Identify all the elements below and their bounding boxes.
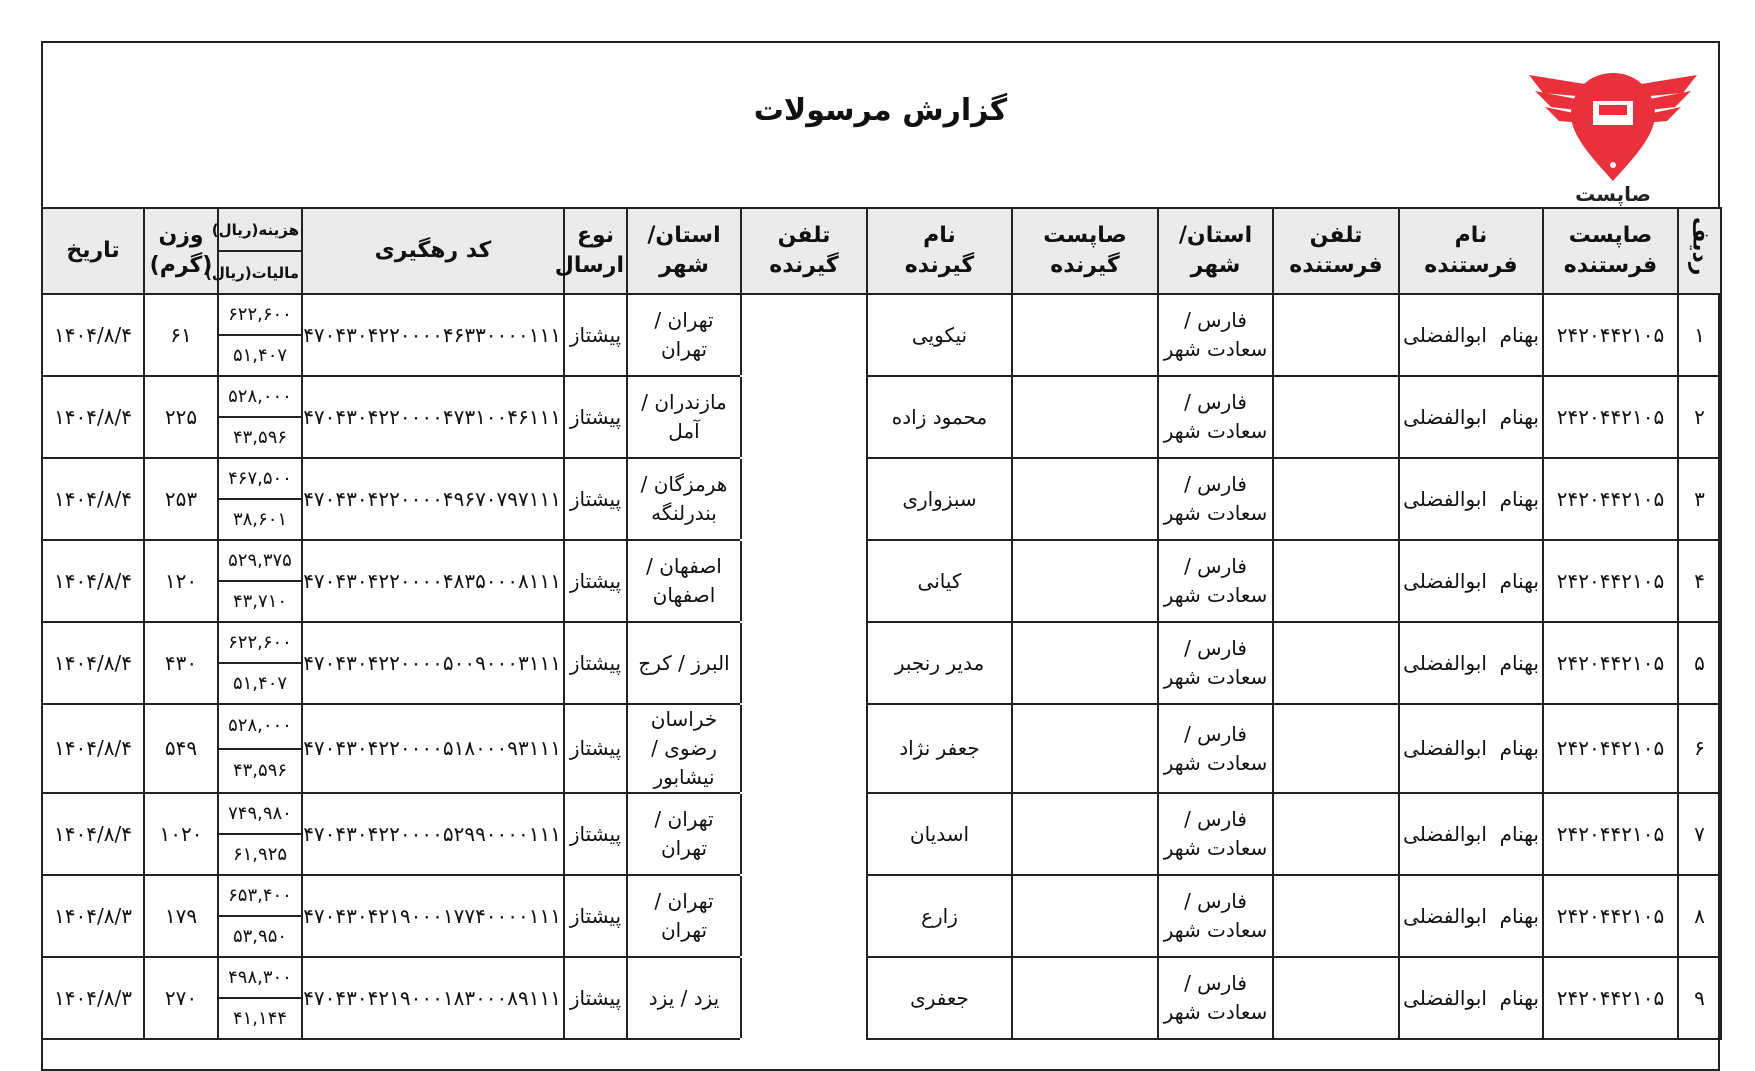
col-date: تاریخ: [42, 208, 144, 294]
col-cost: هزینه(ریال): [218, 208, 302, 251]
tracking-code-cell: ۴۷۰۴۳۰۴۲۲۰۰۰۰۴۶۳۳۰۰۰۰۱۱۱: [302, 294, 564, 376]
sender-last-name: ابوالفضلی: [1403, 821, 1487, 846]
receiver-code-cell: [1012, 704, 1158, 793]
table-row: [42, 622, 1721, 663]
receiver-phone-cell: [741, 376, 867, 458]
sender-phone-cell: [1273, 622, 1399, 704]
tax-cell: ۳۸,۶۰۱: [218, 499, 302, 540]
sender-code-cell: ۲۴۲۰۴۴۲۱۰۵: [1543, 622, 1678, 704]
receiver-city-line: خراسان: [650, 707, 718, 731]
receiver-city-cell: [627, 294, 741, 376]
col-tax: مالیات(ریال): [218, 251, 302, 294]
tracking-code-cell: ۴۷۰۴۳۰۴۲۲۰۰۰۰۵۲۹۹۰۰۰۰۱۱۱: [302, 793, 564, 875]
sender-first-name: بهنام: [1499, 985, 1539, 1010]
sender-first-name: بهنام: [1499, 486, 1539, 511]
sender-phone-cell: [1273, 540, 1399, 622]
receiver-phone-cell: [741, 458, 867, 540]
date-cell: ۱۴۰۴/۸/۳: [42, 957, 144, 1039]
table-body: [42, 294, 1721, 1039]
sender-first-name: بهنام: [1499, 650, 1539, 675]
sender-code-cell: ۲۴۲۰۴۴۲۱۰۵: [1543, 294, 1678, 376]
receiver-city-line: یزد / یزد: [648, 985, 720, 1010]
col-receiver-phone: تلفن گیرنده: [741, 208, 867, 294]
receiver-code-cell: [1012, 294, 1158, 376]
shipments-table: [41, 207, 1722, 1040]
col-tracking: کد رهگیری: [302, 208, 564, 294]
date-cell: ۱۴۰۴/۸/۳: [42, 875, 144, 957]
sender-name-cell: [1399, 704, 1543, 793]
receiver-name-cell: اسدیان: [867, 793, 1012, 875]
sender-phone-cell: [1273, 458, 1399, 540]
receiver-city-line: تهران: [660, 836, 708, 860]
receiver-city-line: تهران: [660, 337, 708, 361]
send-type-cell: پیشتاز: [564, 957, 627, 1039]
table-row: [42, 957, 1721, 998]
sender-code-cell: ۲۴۲۰۴۴۲۱۰۵: [1543, 458, 1678, 540]
send-type-cell: پیشتاز: [564, 294, 627, 376]
tax-cell: ۵۱,۴۰۷: [218, 663, 302, 704]
receiver-city-line: اصفهان /: [646, 554, 722, 578]
receiver-code-cell: [1012, 376, 1158, 458]
sender-code-cell: ۲۴۲۰۴۴۲۱۰۵: [1543, 875, 1678, 957]
receiver-code-cell: [1012, 540, 1158, 622]
receiver-name-cell: جعفری: [867, 957, 1012, 1039]
send-type-cell: پیشتاز: [564, 875, 627, 957]
row-no-cell: ۸: [1678, 875, 1721, 957]
sapost-logo-icon: [1513, 53, 1713, 206]
receiver-name-cell: نیکویی: [867, 294, 1012, 376]
weight-cell: ۱۲۰: [144, 540, 218, 622]
sender-province: فارس /: [1184, 554, 1247, 578]
col-receiver-city: استان/ شهر: [627, 208, 741, 294]
cost-cell: ۷۴۹,۹۸۰: [218, 793, 302, 834]
receiver-name-cell: سبزواری: [867, 458, 1012, 540]
send-type-cell: پیشتاز: [564, 793, 627, 875]
sender-code-cell: ۲۴۲۰۴۴۲۱۰۵: [1543, 376, 1678, 458]
weight-cell: ۲۵۳: [144, 458, 218, 540]
row-no-cell: ۶: [1678, 704, 1721, 793]
sender-name-cell: [1399, 458, 1543, 540]
sender-city: سعادت شهر: [1163, 836, 1268, 860]
sender-city-cell: [1158, 875, 1273, 957]
receiver-code-cell: [1012, 957, 1158, 1039]
table-row: [42, 294, 1721, 335]
date-cell: ۱۴۰۴/۸/۴: [42, 458, 144, 540]
sender-first-name: بهنام: [1499, 736, 1539, 760]
sender-last-name: ابوالفضلی: [1403, 486, 1487, 511]
sender-name-cell: [1399, 622, 1543, 704]
sender-code-cell: ۲۴۲۰۴۴۲۱۰۵: [1543, 793, 1678, 875]
weight-cell: ۱۷۹: [144, 875, 218, 957]
sender-last-name: ابوالفضلی: [1403, 985, 1487, 1010]
receiver-code-cell: [1012, 458, 1158, 540]
sender-city: سعادت شهر: [1163, 501, 1268, 525]
cost-cell: ۵۲۸,۰۰۰: [218, 376, 302, 417]
sender-city-cell: [1158, 540, 1273, 622]
sender-last-name: ابوالفضلی: [1403, 736, 1487, 760]
send-type-cell: پیشتاز: [564, 540, 627, 622]
sender-province: فارس /: [1184, 308, 1247, 332]
page-title: گزارش مرسولات: [753, 93, 1008, 128]
tax-cell: ۶۱,۹۲۵: [218, 834, 302, 875]
receiver-city-line: رضوی /: [651, 736, 717, 760]
date-cell: ۱۴۰۴/۸/۴: [42, 622, 144, 704]
send-type-cell: پیشتاز: [564, 704, 627, 793]
date-cell: ۱۴۰۴/۸/۴: [42, 540, 144, 622]
sender-phone-cell: [1273, 793, 1399, 875]
cost-cell: ۶۵۳,۴۰۰: [218, 875, 302, 916]
sender-first-name: بهنام: [1499, 821, 1539, 846]
cost-cell: ۶۲۲,۶۰۰: [218, 622, 302, 663]
receiver-phone-cell: [741, 875, 867, 957]
sender-name-cell: [1399, 376, 1543, 458]
col-sender-name: نام فرستنده: [1399, 208, 1543, 294]
table-header-row: [42, 208, 1721, 251]
receiver-city-cell: [627, 793, 741, 875]
receiver-city-line: تهران /: [654, 308, 714, 332]
sender-city: سعادت شهر: [1163, 419, 1268, 443]
sender-phone-cell: [1273, 957, 1399, 1039]
weight-cell: ۲۷۰: [144, 957, 218, 1039]
table-row: [42, 540, 1721, 581]
weight-cell: ۵۴۹: [144, 704, 218, 793]
sender-name-cell: [1399, 875, 1543, 957]
sender-city: سعادت شهر: [1163, 1000, 1268, 1024]
receiver-city-line: البرز / کرج: [638, 650, 730, 675]
tax-cell: ۵۱,۴۰۷: [218, 335, 302, 376]
sender-last-name: ابوالفضلی: [1403, 903, 1487, 928]
receiver-city-line: تهران /: [654, 807, 714, 831]
sender-province: فارس /: [1184, 636, 1247, 660]
sender-city-cell: [1158, 294, 1273, 376]
sender-last-name: ابوالفضلی: [1403, 650, 1487, 675]
receiver-name-cell: جعفر نژاد: [867, 704, 1012, 793]
sender-city-cell: [1158, 957, 1273, 1039]
tracking-code-cell: ۴۷۰۴۳۰۴۲۲۰۰۰۰۴۸۳۵۰۰۰۸۱۱۱: [302, 540, 564, 622]
cost-cell: ۴۶۷,۵۰۰: [218, 458, 302, 499]
send-type-cell: پیشتاز: [564, 622, 627, 704]
row-no-cell: ۱: [1678, 294, 1721, 376]
sender-name-cell: [1399, 793, 1543, 875]
sender-city: سعادت شهر: [1163, 583, 1268, 607]
receiver-code-cell: [1012, 875, 1158, 957]
row-no-cell: ۳: [1678, 458, 1721, 540]
receiver-name-cell: مدیر رنجبر: [867, 622, 1012, 704]
receiver-name-cell: کیانی: [867, 540, 1012, 622]
receiver-city-cell: [627, 622, 741, 704]
cost-cell: ۶۲۲,۶۰۰: [218, 294, 302, 335]
row-no-cell: ۷: [1678, 793, 1721, 875]
table-row: [42, 875, 1721, 916]
row-no-cell: ۲: [1678, 376, 1721, 458]
tax-cell: ۴۳,۵۹۶: [218, 417, 302, 458]
sender-code-cell: ۲۴۲۰۴۴۲۱۰۵: [1543, 540, 1678, 622]
sender-first-name: بهنام: [1499, 322, 1539, 347]
receiver-name-cell: محمود زاده: [867, 376, 1012, 458]
table-row: [42, 458, 1721, 499]
sender-city-cell: [1158, 376, 1273, 458]
sender-first-name: بهنام: [1499, 404, 1539, 429]
sender-city-cell: [1158, 793, 1273, 875]
col-receiver-code: صاپست گیرنده: [1012, 208, 1158, 294]
sender-name-cell: [1399, 294, 1543, 376]
sender-last-name: ابوالفضلی: [1403, 404, 1487, 429]
weight-cell: ۴۳۰: [144, 622, 218, 704]
receiver-city-cell: [627, 540, 741, 622]
sender-phone-cell: [1273, 294, 1399, 376]
row-no-cell: ۵: [1678, 622, 1721, 704]
tracking-code-cell: ۴۷۰۴۳۰۴۲۲۰۰۰۰۴۹۶۷۰۷۹۷۱۱۱: [302, 458, 564, 540]
sender-province: فارس /: [1184, 889, 1247, 913]
col-send-type: نوع ارسال: [564, 208, 627, 294]
receiver-city-cell: [627, 458, 741, 540]
weight-cell: ۲۲۵: [144, 376, 218, 458]
col-row-no: ردیف: [1678, 208, 1721, 294]
receiver-city-line: نیشابور: [653, 765, 715, 789]
sender-name-cell: [1399, 957, 1543, 1039]
sender-city-cell: [1158, 704, 1273, 793]
row-no-cell: ۴: [1678, 540, 1721, 622]
date-cell: ۱۴۰۴/۸/۴: [42, 294, 144, 376]
row-no-cell: ۹: [1678, 957, 1721, 1039]
receiver-city-line: تهران: [660, 918, 708, 942]
sender-first-name: بهنام: [1499, 568, 1539, 593]
cost-cell: ۴۹۸,۳۰۰: [218, 957, 302, 998]
receiver-code-cell: [1012, 622, 1158, 704]
receiver-phone-cell: [741, 793, 867, 875]
sender-province: فارس /: [1184, 807, 1247, 831]
cost-cell: ۵۲۸,۰۰۰: [218, 704, 302, 749]
receiver-city-cell: [627, 875, 741, 957]
col-weight: وزن (گرم): [144, 208, 218, 294]
receiver-city-cell: [627, 704, 741, 793]
receiver-code-cell: [1012, 793, 1158, 875]
sender-province: فارس /: [1184, 971, 1247, 995]
col-receiver-name: نام گیرنده: [867, 208, 1012, 294]
tracking-code-cell: ۴۷۰۴۳۰۴۲۲۰۰۰۰۵۰۰۹۰۰۰۳۱۱۱: [302, 622, 564, 704]
tracking-code-cell: ۴۷۰۴۳۰۴۲۲۰۰۰۰۵۱۸۰۰۰۹۳۱۱۱: [302, 704, 564, 793]
sender-code-cell: ۲۴۲۰۴۴۲۱۰۵: [1543, 957, 1678, 1039]
send-type-cell: پیشتاز: [564, 458, 627, 540]
sender-name-cell: [1399, 540, 1543, 622]
tax-cell: ۴۳,۵۹۶: [218, 749, 302, 794]
sender-province: فارس /: [1184, 721, 1247, 746]
tracking-code-cell: ۴۷۰۴۳۰۴۲۲۰۰۰۰۴۷۳۱۰۰۴۶۱۱۱: [302, 376, 564, 458]
col-sender-phone: تلفن فرستنده: [1273, 208, 1399, 294]
table-row: [42, 793, 1721, 834]
send-type-cell: پیشتاز: [564, 376, 627, 458]
tax-cell: ۵۳,۹۵۰: [218, 916, 302, 957]
date-cell: ۱۴۰۴/۸/۴: [42, 793, 144, 875]
receiver-phone-cell: [741, 622, 867, 704]
sender-last-name: ابوالفضلی: [1403, 568, 1487, 593]
sender-city: سعادت شهر: [1163, 918, 1268, 942]
receiver-city-line: آمل: [668, 419, 700, 443]
sender-city: سعادت شهر: [1163, 665, 1268, 689]
receiver-city-line: تهران /: [654, 889, 714, 913]
sender-province: فارس /: [1184, 472, 1247, 496]
report-header: [43, 43, 1718, 208]
weight-cell: ۶۱: [144, 294, 218, 376]
date-cell: ۱۴۰۴/۸/۴: [42, 704, 144, 793]
sender-phone-cell: [1273, 875, 1399, 957]
tracking-code-cell: ۴۷۰۴۳۰۴۲۱۹۰۰۰۱۷۷۴۰۰۰۰۱۱۱: [302, 875, 564, 957]
sender-province: فارس /: [1184, 390, 1247, 414]
sender-city: سعادت شهر: [1163, 337, 1268, 361]
sender-city: سعادت شهر: [1163, 750, 1268, 775]
col-sender-city: استان/ شهر: [1158, 208, 1273, 294]
svg-text:صاپست: صاپست: [1575, 182, 1651, 206]
receiver-city-line: اصفهان: [652, 583, 716, 607]
weight-cell: ۱۰۲۰: [144, 793, 218, 875]
receiver-phone-cell: [741, 957, 867, 1039]
receiver-phone-cell: [741, 294, 867, 376]
sender-city-cell: [1158, 458, 1273, 540]
receiver-city-line: بندرلنگه: [651, 501, 717, 525]
receiver-city-cell: [627, 957, 741, 1039]
sender-first-name: بهنام: [1499, 903, 1539, 928]
col-sender-code: صاپست فرستنده: [1543, 208, 1678, 294]
receiver-name-cell: زارع: [867, 875, 1012, 957]
sender-phone-cell: [1273, 376, 1399, 458]
receiver-city-line: مازندران /: [641, 390, 727, 414]
date-cell: ۱۴۰۴/۸/۴: [42, 376, 144, 458]
tax-cell: ۴۱,۱۴۴: [218, 998, 302, 1039]
tracking-code-cell: ۴۷۰۴۳۰۴۲۱۹۰۰۰۱۸۳۰۰۰۸۹۱۱۱: [302, 957, 564, 1039]
receiver-city-cell: [627, 376, 741, 458]
tax-cell: ۴۳,۷۱۰: [218, 581, 302, 622]
receiver-city-line: هرمزگان /: [640, 472, 728, 496]
sender-city-cell: [1158, 622, 1273, 704]
sender-phone-cell: [1273, 704, 1399, 793]
table-row: [42, 376, 1721, 417]
sender-last-name: ابوالفضلی: [1403, 322, 1487, 347]
sender-code-cell: ۲۴۲۰۴۴۲۱۰۵: [1543, 704, 1678, 793]
receiver-phone-cell: [741, 704, 867, 793]
table-row: [42, 704, 1721, 749]
cost-cell: ۵۲۹,۳۷۵: [218, 540, 302, 581]
receiver-phone-cell: [741, 540, 867, 622]
